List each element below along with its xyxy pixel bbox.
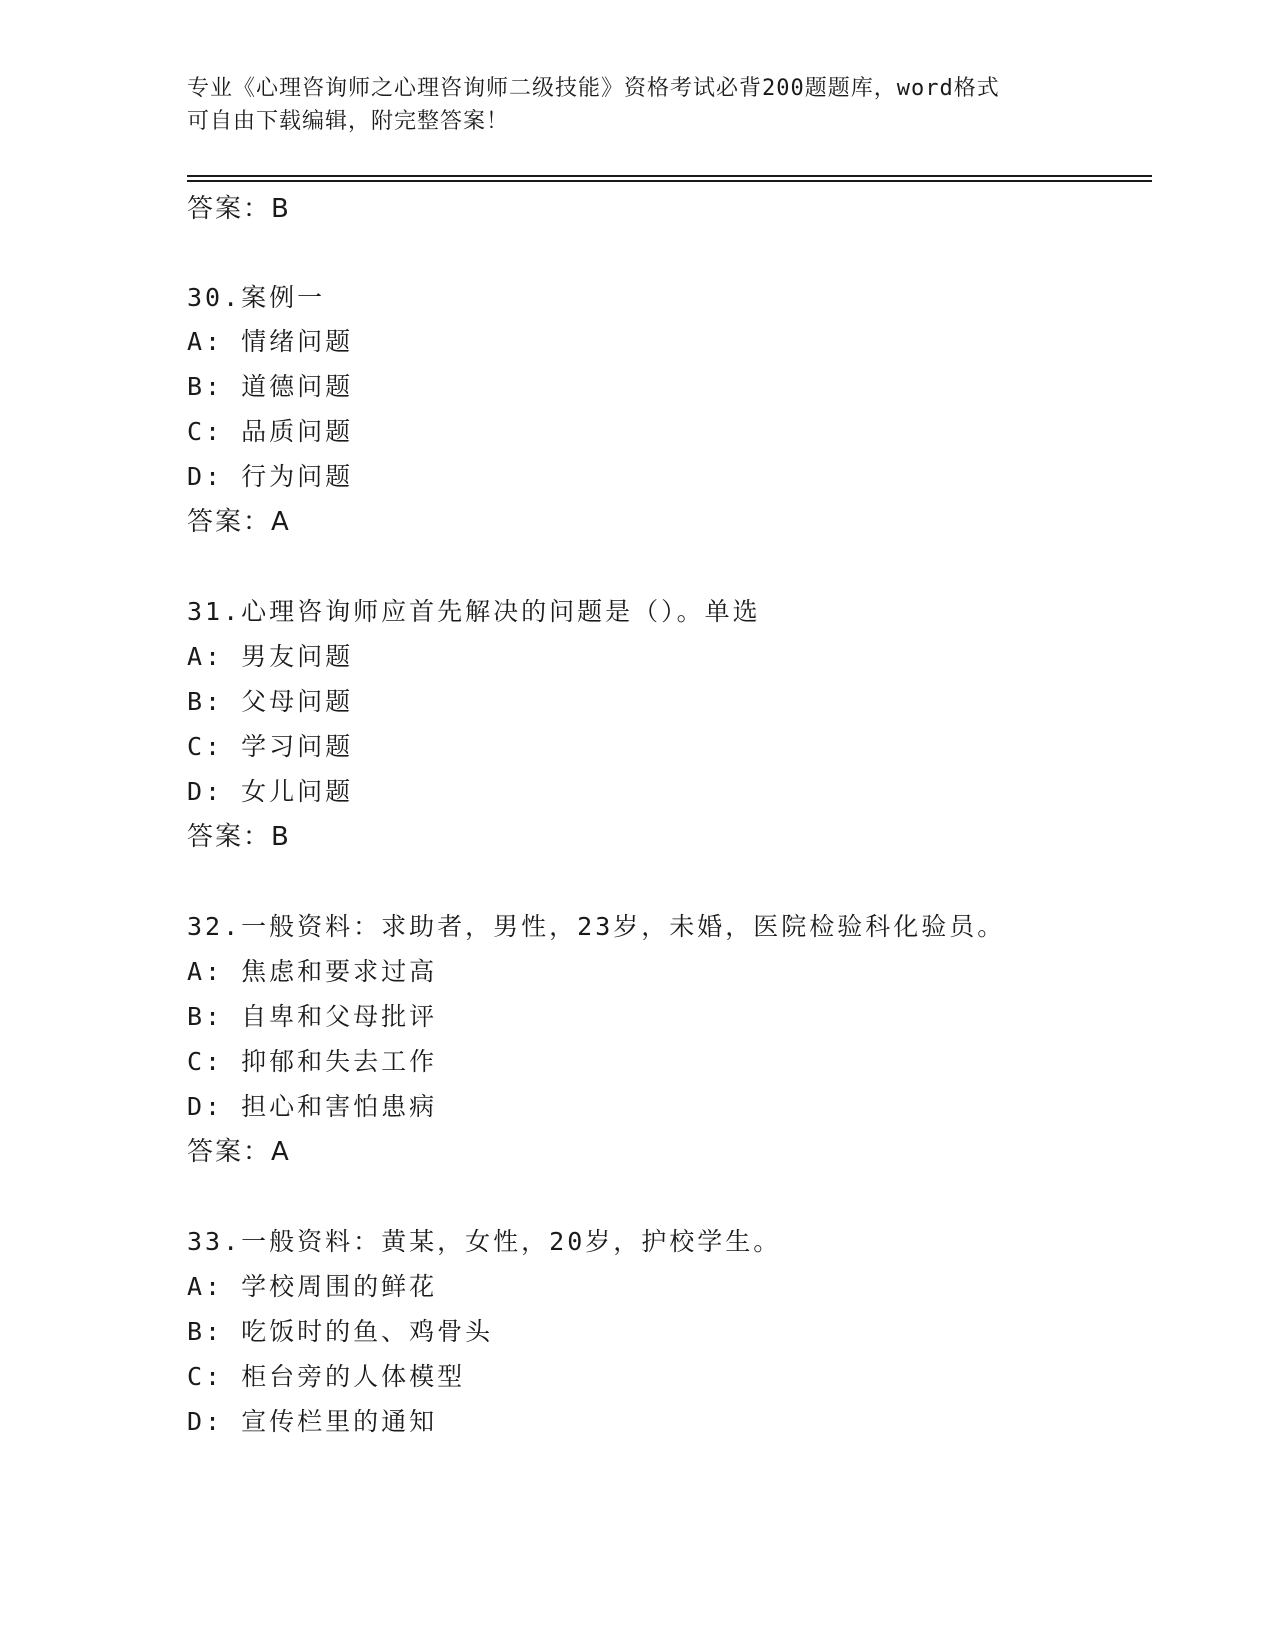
option-b: B: 吃饭时的鱼、鸡骨头	[187, 1317, 494, 1346]
option-d: D: 女儿问题	[187, 777, 354, 806]
option-c: C: 学习问题	[187, 732, 354, 761]
header-divider-bottom	[187, 180, 1152, 182]
option-a: A: 男友问题	[187, 642, 354, 671]
option-c: C: 柜台旁的人体模型	[187, 1362, 466, 1391]
header-divider-top	[187, 175, 1152, 177]
option-b: B: 道德问题	[187, 372, 354, 401]
question-title: 30.案例一	[187, 283, 326, 312]
option-b: B: 父母问题	[187, 687, 354, 716]
answer: 答案：B	[187, 822, 291, 852]
answer: 答案：A	[187, 507, 291, 537]
document-header	[187, 72, 1087, 138]
question-title: 33.一般资料：黄某，女性，20岁，护校学生。	[187, 1227, 782, 1256]
question-title: 31.心理咨询师应首先解决的问题是（）。单选	[187, 597, 761, 626]
option-d: D: 担心和害怕患病	[187, 1092, 438, 1121]
option-a: A: 学校周围的鲜花	[187, 1272, 438, 1301]
option-a: A: 情绪问题	[187, 327, 354, 356]
option-d: D: 行为问题	[187, 462, 354, 491]
header-line-1: 专业《心理咨询师之心理咨询师二级技能》资格考试必背200题题库，word格式	[187, 76, 1000, 101]
option-c: C: 品质问题	[187, 417, 354, 446]
header-line-2: 可自由下载编辑，附完整答案！	[187, 109, 510, 134]
option-a: A: 焦虑和要求过高	[187, 957, 438, 986]
answer: 答案：A	[187, 1137, 291, 1167]
previous-answer: 答案：B	[187, 194, 291, 224]
option-c: C: 抑郁和失去工作	[187, 1047, 438, 1076]
question-title: 32.一般资料：求助者，男性，23岁，未婚，医院检验科化验员。	[187, 912, 1006, 941]
option-b: B: 自卑和父母批评	[187, 1002, 438, 1031]
option-d: D: 宣传栏里的通知	[187, 1407, 438, 1436]
